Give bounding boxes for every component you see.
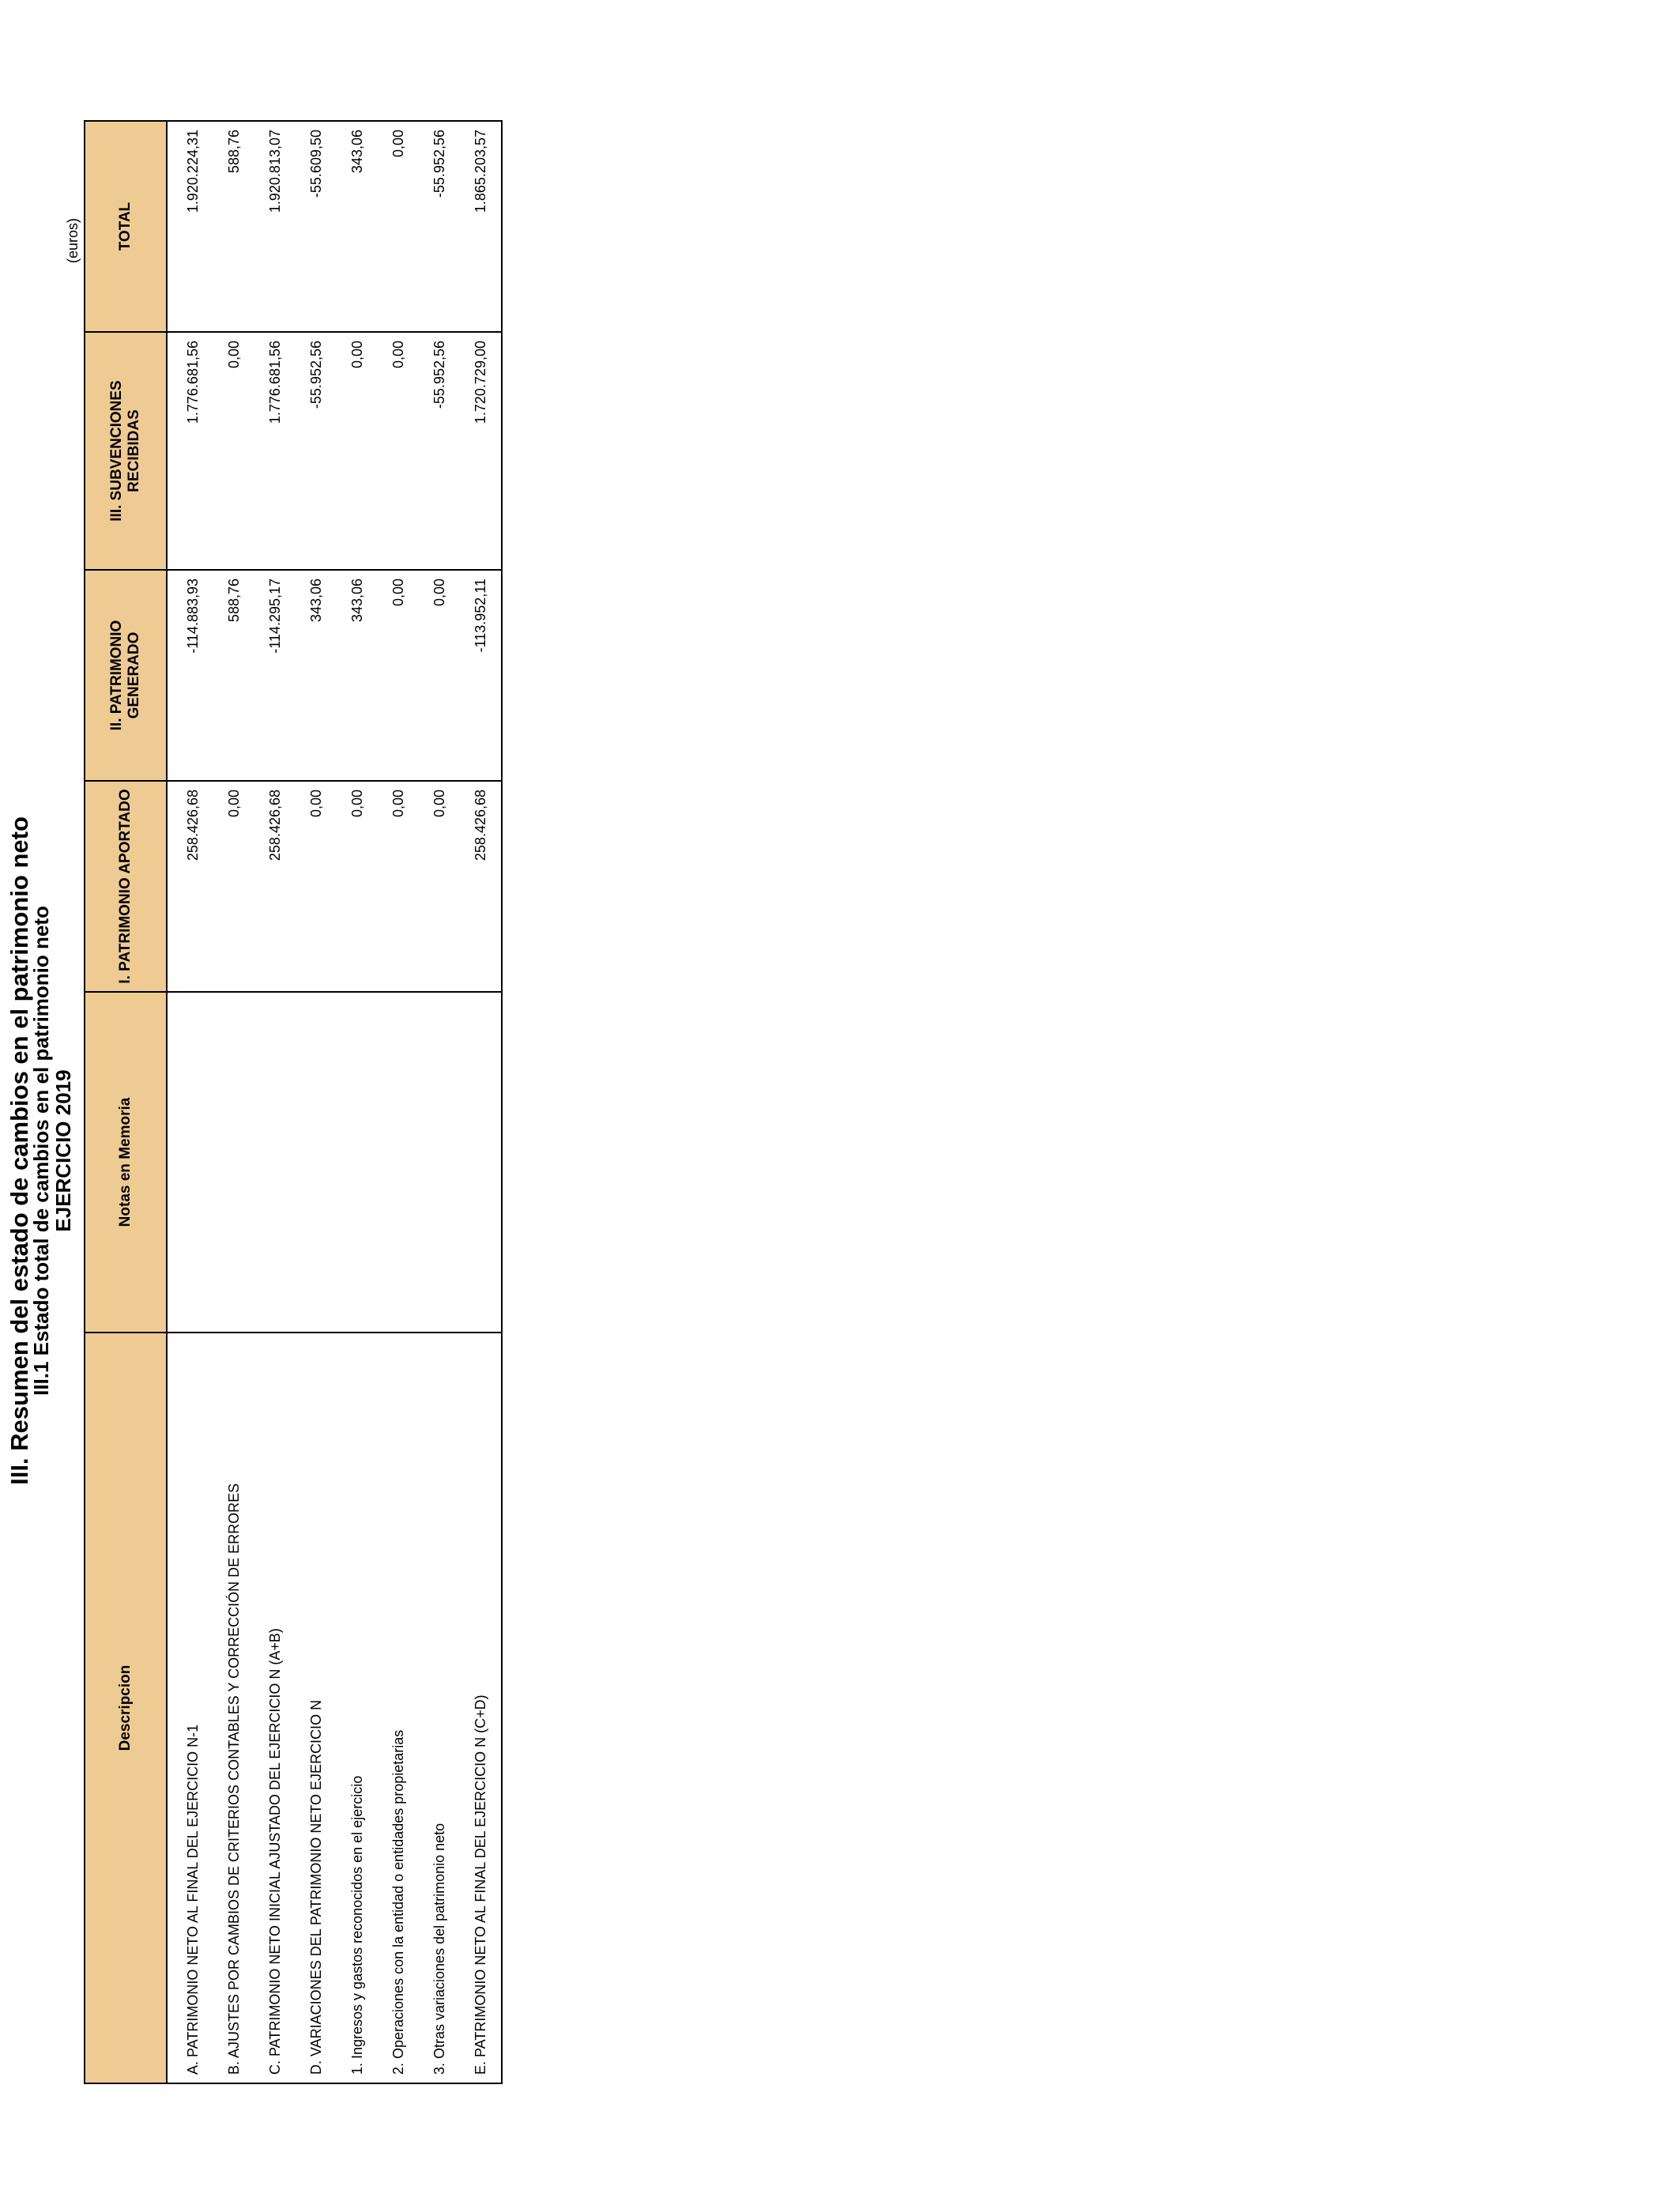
rotated-page [0,107,506,2194]
table-header-row [85,121,167,2083]
column-header-subvenciones: III. SUBVENCIONES RECIBIDAS [85,332,167,570]
row-total: -55.609,50 [296,121,337,332]
row-subvenciones: 0,00 [213,332,254,570]
row-generado: 343,06 [296,570,337,781]
row-subvenciones: 1.776.681,56 [167,332,213,570]
row-description: 3. Otras variaciones del patrimonio neto [419,1333,460,2083]
row-total: 1.920.224,31 [167,121,213,332]
row-total: 1.920.813,07 [254,121,296,332]
table-row [419,121,460,2083]
row-description: 2. Operaciones con la entidad o entidades propietarias [378,1333,419,2083]
currency-units: (euros) [65,218,81,264]
row-total: 588,76 [213,121,254,332]
row-description: E. PATRIMONIO NETO AL FINAL DEL EJERCICIO N (C+D) [460,1333,502,2083]
table-row [167,121,213,2083]
row-generado: -114.883,93 [167,570,213,781]
row-total: 0,00 [378,121,419,332]
row-subvenciones: -55.952,56 [419,332,460,570]
row-total: 1.865.203,57 [460,121,502,332]
document-subtitle: III.1 Estado total de cambios en el patrimonio neto [29,906,53,1396]
row-notes [213,992,254,1333]
row-subvenciones: 1.720.729,00 [460,332,502,570]
table-row [460,121,502,2083]
table-row [213,121,254,2083]
row-subvenciones: 0,00 [337,332,378,570]
row-notes [337,992,378,1333]
row-description: D. VARIACIONES DEL PATRIMONIO NETO EJERCICIO N [296,1333,337,2083]
column-header-total: TOTAL [85,121,167,332]
column-header-generado: II. PATRIMONIO GENERADO [85,570,167,781]
row-description: C. PATRIMONIO NETO INICIAL AJUSTADO DEL EJERCICIO N (A+B) [254,1333,296,2083]
table-row [254,121,296,2083]
row-aportado: 0,00 [337,781,378,992]
row-description: 1. Ingresos y gastos reconocidos en el ejercicio [337,1333,378,2083]
fiscal-period: EJERCICIO 2019 [51,1069,75,1232]
table-row [337,121,378,2083]
row-aportado: 258.426,68 [167,781,213,992]
row-notes [296,992,337,1333]
row-total: 343,06 [337,121,378,332]
equity-changes-table [84,120,503,2084]
row-notes [460,992,502,1333]
row-generado: 343,06 [337,570,378,781]
row-subvenciones: 1.776.681,56 [254,332,296,570]
row-subvenciones: -55.952,56 [296,332,337,570]
row-notes [419,992,460,1333]
row-subvenciones: 0,00 [378,332,419,570]
row-aportado: 0,00 [378,781,419,992]
row-notes [254,992,296,1333]
row-aportado: 258.426,68 [254,781,296,992]
table-row [378,121,419,2083]
column-header-description: Descripcion [85,1333,167,2083]
document-title: III. Resumen del estado de cambios en el patrimonio neto [6,816,33,1485]
column-header-notes: Notas en Memoria [85,992,167,1333]
row-aportado: 0,00 [419,781,460,992]
row-notes [167,992,213,1333]
row-generado: -114.295,17 [254,570,296,781]
row-aportado: 0,00 [213,781,254,992]
column-header-aportado: I. PATRIMONIO APORTADO [85,781,167,992]
row-aportado: 0,00 [296,781,337,992]
table-row [296,121,337,2083]
row-total: -55.952,56 [419,121,460,332]
row-generado: -113.952,11 [460,570,502,781]
row-generado: 0,00 [378,570,419,781]
row-notes [378,992,419,1333]
row-description: B. AJUSTES POR CAMBIOS DE CRITERIOS CONTABLES Y CORRECCIÓN DE ERRORES [213,1333,254,2083]
row-aportado: 258.426,68 [460,781,502,992]
row-generado: 588,76 [213,570,254,781]
row-description: A. PATRIMONIO NETO AL FINAL DEL EJERCICIO N-1 [167,1333,213,2083]
row-generado: 0,00 [419,570,460,781]
